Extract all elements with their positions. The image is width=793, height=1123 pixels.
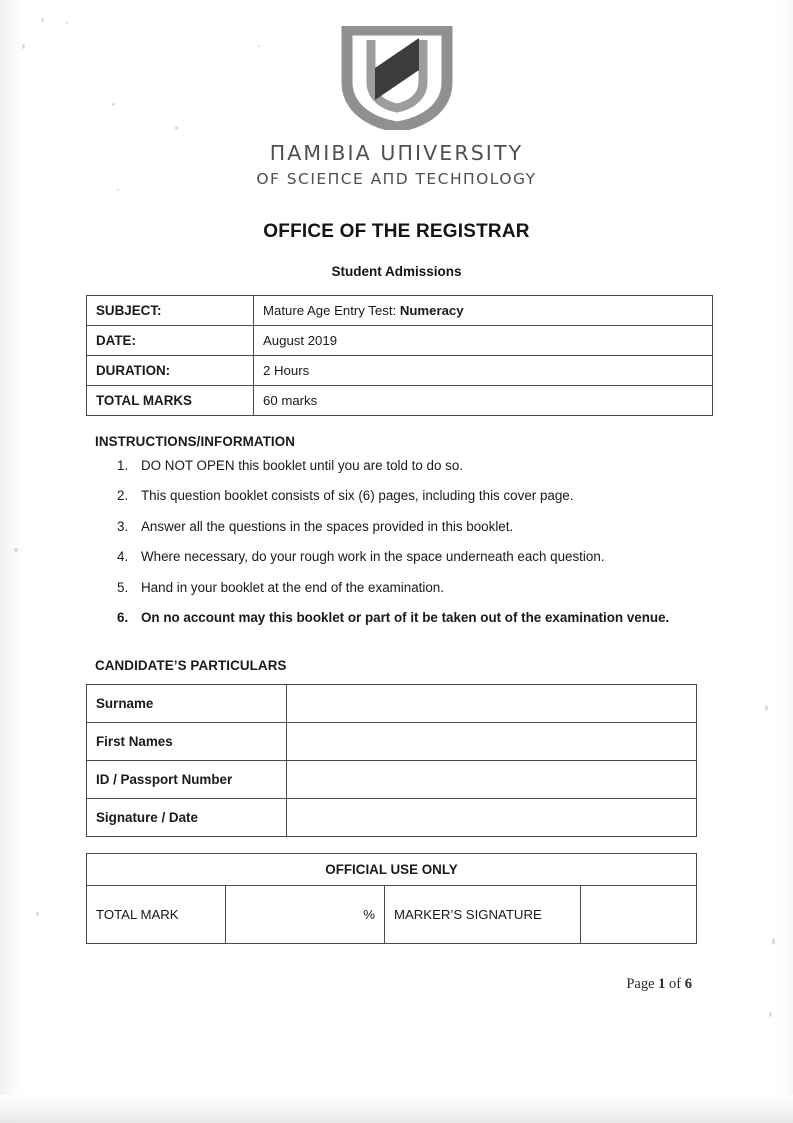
institution-name-line2: OF SCIEΠCE AΠD TECHΠOLOGY (256, 169, 537, 188)
table-row (87, 685, 697, 723)
particulars-field-id-passport[interactable] (287, 761, 697, 799)
instruction-number: 6. (117, 610, 129, 626)
candidate-particulars-table (86, 684, 697, 837)
marker-signature-label: MARKER’S SIGNATURE (385, 886, 581, 944)
instruction-text: Where necessary, do your rough work in the space underneath each question. (141, 549, 605, 565)
scan-speck (41, 18, 44, 22)
scan-speck (66, 22, 68, 24)
particulars-field-surname[interactable] (287, 685, 697, 723)
details-value-subject-text: Mature Age Entry Test: (263, 303, 400, 318)
particulars-label-signature-date: Signature / Date (87, 799, 287, 837)
instruction-number: 5. (117, 579, 129, 595)
details-label-subject: SUBJECT: (87, 296, 254, 326)
details-label-date: DATE: (87, 326, 254, 356)
list-item (117, 489, 717, 502)
list-item (117, 520, 717, 533)
marker-signature-field[interactable] (581, 886, 697, 944)
table-row (87, 799, 697, 837)
nust-shield-logo-icon (341, 26, 453, 130)
details-value-subject-emphasis: Numeracy (399, 303, 464, 318)
footer-page-total: 6 (684, 976, 692, 992)
table-row (87, 326, 713, 356)
footer-page-prefix: Page (626, 976, 659, 992)
particulars-heading: CANDIDATE’S PARTICULARS (95, 658, 287, 673)
particulars-label-first-names: First Names (87, 723, 287, 761)
table-row (87, 854, 697, 886)
percent-symbol: % (363, 907, 375, 922)
list-item (117, 550, 717, 563)
list-item (117, 611, 717, 624)
table-row (87, 886, 697, 944)
particulars-field-signature-date[interactable] (287, 799, 697, 837)
instruction-text: Hand in your booklet at the end of the examination. (141, 579, 444, 595)
exam-details-table (86, 295, 713, 416)
details-value-total-marks: 60 marks (254, 386, 713, 416)
instruction-text: On no account may this booklet or part of it be taken out of the examination venue. (141, 610, 670, 626)
details-value-duration: 2 Hours (254, 356, 713, 386)
table-row (87, 356, 713, 386)
instruction-text: Answer all the questions in the spaces provided in this booklet. (141, 518, 514, 534)
table-row (87, 761, 697, 799)
instruction-number: 2. (117, 488, 129, 504)
page-footer (626, 976, 692, 993)
list-item (117, 459, 717, 472)
instructions-list (117, 459, 717, 641)
total-mark-percent-field[interactable] (226, 886, 385, 944)
official-use-table (86, 853, 697, 944)
instruction-text: DO NOT OPEN this booklet until you are told to do so. (141, 458, 464, 473)
footer-page-number: 1 (658, 976, 666, 992)
scan-speck (117, 189, 119, 191)
details-label-total-marks: TOTAL MARKS (87, 386, 254, 416)
instruction-number: 3. (117, 518, 129, 534)
instruction-number: 1. (117, 458, 129, 473)
details-value-date: August 2019 (254, 326, 713, 356)
scan-speck (36, 912, 39, 916)
table-row (87, 296, 713, 326)
instructions-heading: INSTRUCTIONS/INFORMATION (95, 434, 296, 449)
institution-name-line1: ΠAMIBIA UΠIVERSITY (269, 141, 524, 165)
institution-wordmark (0, 143, 793, 187)
instruction-text: This question booklet consists of six (6) pages, including this cover page. (141, 488, 574, 504)
scan-edge-shadow-bottom (0, 1095, 793, 1123)
details-label-duration: DURATION: (87, 356, 254, 386)
scan-speck (769, 1012, 772, 1017)
scan-speck (772, 938, 775, 945)
page-title: OFFICE OF THE REGISTRAR (263, 221, 530, 242)
instruction-number: 4. (117, 549, 129, 565)
list-item (117, 581, 717, 594)
scan-speck (765, 705, 768, 711)
official-use-heading: OFFICIAL USE ONLY (87, 854, 697, 886)
table-row (87, 386, 713, 416)
details-value-subject (254, 296, 713, 326)
page-subtitle: Student Admissions (331, 264, 462, 279)
total-mark-label: TOTAL MARK (87, 886, 226, 944)
scan-speck (14, 548, 18, 552)
table-row (87, 723, 697, 761)
footer-page-middle: of (665, 976, 685, 992)
particulars-field-first-names[interactable] (287, 723, 697, 761)
particulars-label-id-passport: ID / Passport Number (87, 761, 287, 799)
particulars-label-surname: Surname (87, 685, 287, 723)
nust-logo (0, 26, 793, 130)
